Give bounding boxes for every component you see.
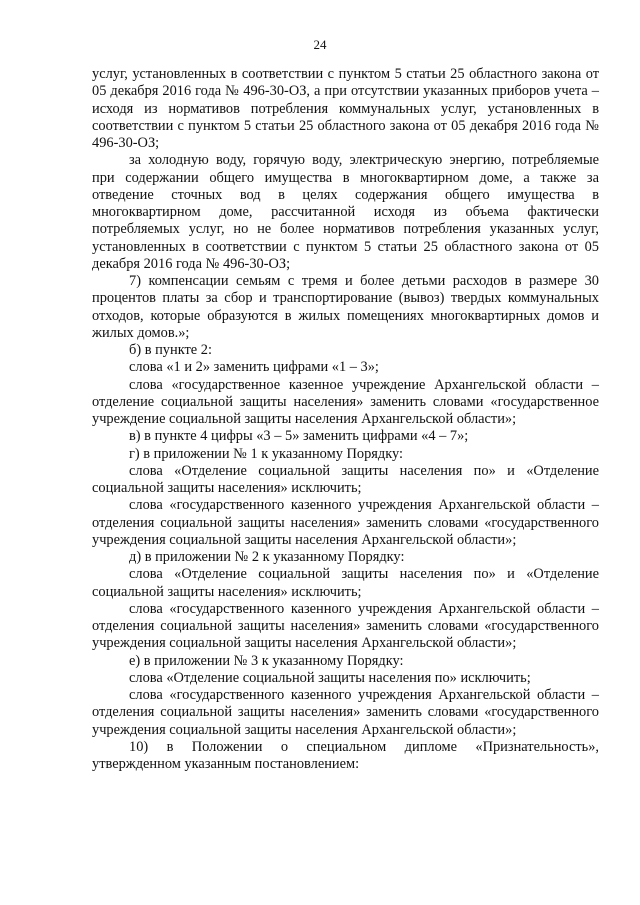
paragraph: е) в приложении № 3 к указанному Порядку:	[129, 652, 404, 669]
paragraph: слова «Отделение социальной защиты населения по» и «Отделение социальной защиты населения» исключить;	[92, 462, 599, 496]
page-number: 24	[313, 37, 327, 52]
paragraph: слова «государственное казенное учреждение Архангельской области – отделение социальной защиты населения» заменить словами «государственное учреждение социальной защиты населения Архангельской области»;	[92, 376, 599, 427]
paragraph: слова «государственного казенного учреждения Архангельской области – отделения социальной защиты населения» заменить словами «государственного учреждения социальной защиты населения Архангельской области»;	[92, 497, 599, 548]
paragraph: слова «государственного казенного учреждения Архангельской области – отделения социальной защиты населения» заменить словами «государственного учреждения социальной защиты населения Архангельской области»;	[92, 600, 599, 652]
paragraph: слова «Отделение социальной защиты населения по» исключить;	[129, 669, 531, 686]
paragraph: услуг, установленных в соответствии с пунктом 5 статьи 25 областного закона от 05 декабря 2016 года № 496-30-ОЗ, а при отсутствии указанных приборов учета – исходя из нормативов потребления коммунальных услуг, установленных в соответствии с пунктом 5 статьи 25 областного закона от 05 декабря 2016 года № 496-30-ОЗ;	[92, 66, 599, 151]
paragraph: за холодную воду, горячую воду, электрическую энергию, потребляемые при содержании общего имущества в многоквартирном доме, а также за отведение сточных вод в целях содержания общего имущества в многоквартирном доме, рассчитанной исходя из объема фактически потребляемых услуг, но не более нормативов потребления указанных услуг, установленных в соответствии с пунктом 5 статьи 25 областного закона от 05 декабря 2016 года № 496-30-ОЗ;	[92, 152, 599, 272]
paragraph: слова «1 и 2» заменить цифрами «1 – 3»;	[129, 359, 379, 376]
paragraph: 10) в Положении о специальном дипломе «Признательность», утвержденном указанным постановлением:	[92, 738, 599, 772]
paragraph: б) в пункте 2:	[129, 342, 212, 358]
paragraph: в) в пункте 4 цифры «3 – 5» заменить цифрами «4 – 7»;	[129, 428, 469, 445]
paragraph: 7) компенсации семьям с тремя и более детьми расходов в размере 30 процентов платы за сбор и транспортирование (вывоз) твердых коммунальных отходов, которые образуются в жилых помещениях многоквартирных домов и жилых домов.»;	[92, 273, 599, 341]
paragraph: слова «государственного казенного учреждения Архангельской области – отделения социальной защиты населения» заменить словами «государственного учреждения социальной защиты населения Архангельской области»;	[92, 687, 599, 738]
paragraph: д) в приложении № 2 к указанному Порядку:	[129, 549, 405, 565]
document-body	[92, 66, 599, 773]
paragraph: слова «Отделение социальной защиты населения по» и «Отделение социальной защиты населения» исключить;	[92, 566, 599, 600]
paragraph: г) в приложении № 1 к указанному Порядку:	[129, 445, 404, 462]
